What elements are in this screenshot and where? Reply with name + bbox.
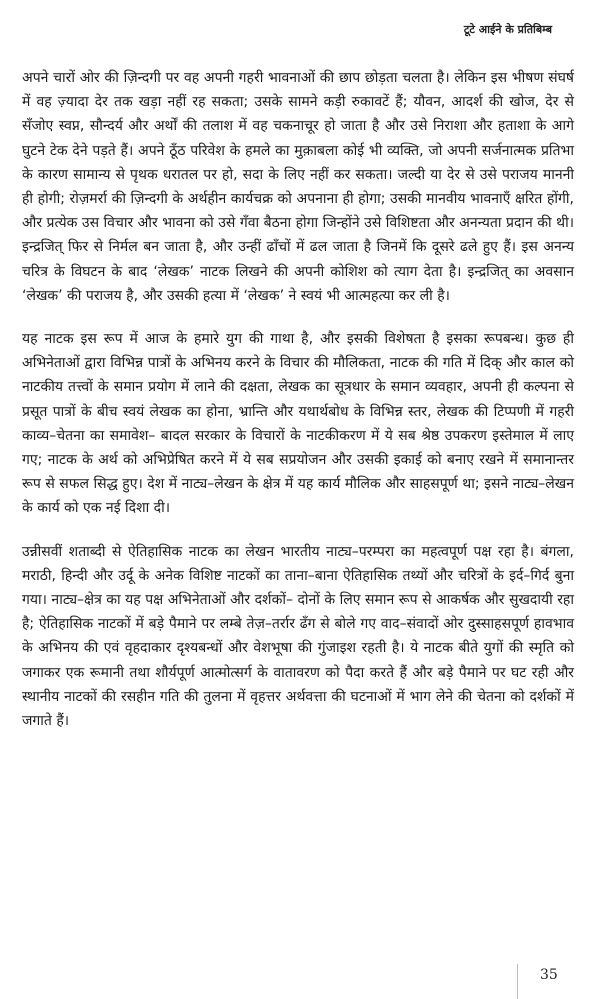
running-header-title: टूटे आईने के प्रतिबिम्ब: [463, 23, 552, 36]
paragraph-1: अपने चारों ओर की ज़िन्दगी पर वह अपनी गहरी भावनाओं की छाप छोड़ता चलता है। लेकिन इस भीषण संघर्ष में वह ज़्यादा देर तक खड़ा नहीं रह सकता; उसके सामने कड़ी रुकावटें हैं; यौवन, आदर्श की खोज, देर से सँजोए स्वप्न, सौन्दर्य और अर्थों की तलाश में वह चकनाचूर हो जाता है और उसे निराशा और हताशा के आगे घुटने टेक देने पड़ते हैं। अपने ठूँठ परिवेश के हमले का मुक़ाबला कोई भी व्यक्ति, जो अपनी सर्जनात्मक प्रतिभा के कारण सामान्य से पृथक धरातल पर हो, सदा के लिए नहीं कर सकता। जल्दी या देर से उसे पराजय माननी ही होगी; रोज़मर्रा की ज़िन्दगी के अर्थहीन कार्यचक्र को अपनाना ही होगा; उसकी मानवीय भावनाएँ क्षरित होंगी, और प्रत्येक उस विचार और भावना को उसे गँवा बैठना होगा जिन्होंने उसे विशिष्टता और अनन्यता प्रदान की थी। इन्द्रजित् फिर से निर्मल बन जाता है, और उन्हीं ढाँचों में ढल जाता है जिनमें कि दूसरे ढले हुए हैं। इस अनन्य चरित्र के विघटन के बाद ‘लेखक’ नाटक लिखने की अपनी कोशिश को त्याग देता है। इन्द्रजित् का अवसान ‘लेखक’ की पराजय है, और उसकी हत्या में ‘लेखक’ ने स्वयं भी आत्महत्या कर ली है।: [22, 70, 574, 304]
page-number: 35: [540, 967, 558, 983]
page-number-divider: [517, 964, 518, 999]
body-text: [22, 66, 574, 733]
paragraph-3: उन्नीसवीं शताब्दी से ऐतिहासिक नाटक का लेखन भारतीय नाट्य–परम्परा का महत्वपूर्ण पक्ष रहा है। बंगला, मराठी, हिन्दी और उर्दू के अनेक विशिष्ट नाटकों का ताना–बाना ऐतिहासिक तथ्यों और चरित्रों के इर्द–गिर्द बुना गया। नाट्य–क्षेत्र का यह पक्ष अभिनेताओं और दर्शकों– दोनों के लिए समान रूप से आकर्षक और सुखदायी रहा है; ऐतिहासिक नाटकों में बड़े पैमाने पर लम्बे तेज़–तर्रार ढँग से बोले गए वाद–संवादों ओर दुस्साहसपूर्ण हावभाव के अभिनय की एवं वृहदाकार दृश्यबन्धों और वेशभूषा की गुंजाइश रहती है। ये नाटक बीते युगों की स्मृति को जगाकर एक रूमानी तथा शौर्यपूर्ण आत्मोत्सर्ग के वातावरण को पैदा करते हैं और बड़े पैमाने पर घट रही और स्थानीय नाटकों की रसहीन गति की तुलना में वृहत्तर अर्थवत्ता की घटनाओं में भाग लेने की चेतना को दर्शकों में जगाते हैं।: [22, 543, 574, 730]
paragraph-2: यह नाटक इस रूप में आज के हमारे युग की गाथा है, और इसकी विशेषता है इसका रूपबन्ध। कुछ ही अभिनेताओं द्वारा विभिन्न पात्रों के अभिनय करने के विचार की मौलिकता, नाटक की गति में दिक् और काल को नाटकीय तत्त्वों के समान प्रयोग में लाने की दक्षता, लेखक का सूत्रधार के समान व्यवहार, अपनी ही कल्पना से प्रसूत पात्रों के बीच स्वयं लेखक का होना, भ्रान्ति और यथार्थबोध के विभिन्न स्तर, लेखक की टिप्पणी में गहरी काव्य–चेतना का समावेश– बादल सरकार के विचारों के नाटकीकरण में ये सब श्रेष्ठ उपकरण इस्तेमाल में लाए गए; नाटक के अर्थ को अभिप्रेषित करने में ये सब सप्रयोजन और उसकी इकाई को बनाए रखने में समानान्तर रूप से सफल सिद्ध हुए। देश में नाट्य–लेखन के क्षेत्र में यह कार्य मौलिक और साहसपूर्ण था; इसने नाट्य–लेखन के कार्य को एक नई दिशा दी।: [22, 331, 574, 517]
